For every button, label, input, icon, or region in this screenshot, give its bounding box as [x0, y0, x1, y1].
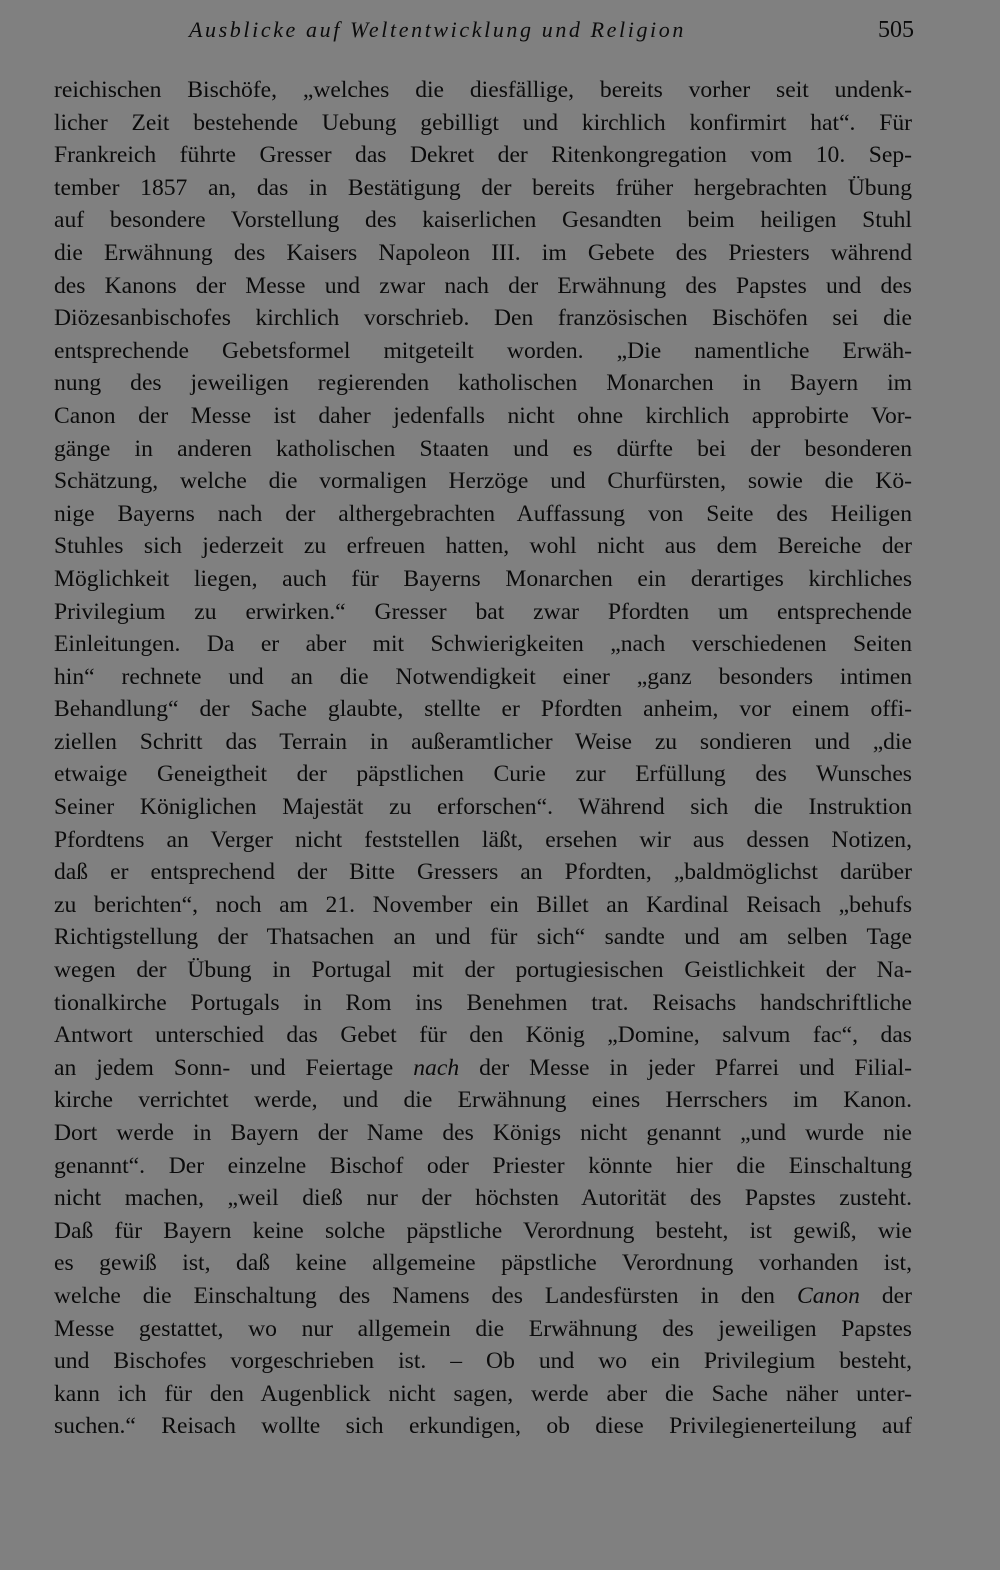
page-number: 505	[878, 17, 914, 43]
text-line: licher Zeit bestehende Uebung gebilligt und kirchlich konfirmirt hat“. Für	[54, 109, 912, 136]
text-line	[54, 1052, 912, 1085]
text-line: Schätzung, welche die vormaligen Herzöge und Churfürsten, sowie die Kö-	[54, 468, 912, 495]
text-line: Seiner Königlichen Majestät zu erforschen“. Während sich die Instruktion	[54, 794, 912, 821]
text-line: Möglichkeit liegen, auch für Bayerns Monarchen ein derartiges kirchliches	[54, 565, 912, 592]
italic-text-run: Canon	[796, 1282, 860, 1309]
text-line: Richtigstellung der Thatsachen an und für sich“ sandte und am selben Tage	[54, 924, 912, 951]
text-line: Privilegium zu erwirken.“ Gresser bat zwar Pfordten um entsprechende	[54, 598, 912, 625]
text-line: es gewiß ist, daß keine allgemeine päpstliche Verordnung vorhanden ist,	[54, 1250, 912, 1277]
text-line: reichischen Bischöfe, „welches die diesfällige, bereits vorher seit undenk-	[54, 77, 912, 103]
text-line: Diözesanbischofes kirchlich vorschrieb. Den französischen Bischöfen sei die	[54, 305, 912, 332]
text-run: der	[859, 1282, 912, 1309]
text-line: nige Bayerns nach der althergebrachten Auffassung von Seite des Heiligen	[54, 500, 912, 527]
text-run: an jedem Sonn- und Feiertage	[54, 1054, 414, 1081]
text-line: Dort werde in Bayern der Name des Königs nicht genannt „und wurde nie	[54, 1120, 912, 1146]
text-line: suchen.“ Reisach wollte sich erkundigen, ob diese Privilegienerteilung auf	[54, 1413, 912, 1440]
text-line: Antwort unterschied das Gebet für den König „Domine, salvum fac“, das	[54, 1022, 912, 1049]
text-line: wegen der Übung in Portugal mit der portugiesischen Geistlichkeit der Na-	[54, 957, 912, 984]
text-run: welche die Einschaltung des Namens des Landesfürsten in den	[54, 1282, 797, 1309]
text-line: daß er entsprechend der Bitte Gressers an Pfordten, „baldmöglichst darüber	[54, 859, 912, 886]
text-line: Pfordtens an Verger nicht feststellen läßt, ersehen wir aus dessen Notizen,	[54, 826, 912, 853]
text-line: kirche verrichtet werde, und die Erwähnung eines Herrschers im Kanon.	[54, 1087, 912, 1114]
text-line: zu berichten“, noch am 21. November ein Billet an Kardinal Reisach „behufs	[54, 891, 912, 918]
text-line: Daß für Bayern keine solche päpstliche Verordnung besteht, ist gewiß, wie	[54, 1217, 912, 1244]
text-line: tionalkirche Portugals in Rom ins Benehmen trat. Reisachs handschriftliche	[54, 989, 912, 1016]
text-run: der Messe in jeder Pfarrei und Filial-	[459, 1054, 912, 1081]
text-line: Frankreich führte Gresser das Dekret der Ritenkongregation vom 10. Sep-	[54, 142, 912, 169]
text-line: die Erwähnung des Kaisers Napoleon III. im Gebete des Priesters während	[54, 239, 912, 266]
text-line: Einleitungen. Da er aber mit Schwierigkeiten „nach verschiedenen Seiten	[54, 631, 912, 658]
text-line: Canon der Messe ist daher jedenfalls nicht ohne kirchlich approbirte Vor-	[54, 402, 912, 429]
text-line: genannt“. Der einzelne Bischof oder Priester könnte hier die Einschaltung	[54, 1152, 912, 1179]
text-line: Stuhles sich jederzeit zu erfreuen hatten, wohl nicht aus dem Bereiche der	[54, 533, 912, 560]
text-line: kann ich für den Augenblick nicht sagen, werde aber die Sache näher unter-	[54, 1380, 912, 1407]
body-text	[54, 74, 912, 1443]
text-line: gänge in anderen katholischen Staaten und es dürfte bei der besonderen	[54, 435, 912, 462]
text-line: Messe gestattet, wo nur allgemein die Erwähnung des jeweiligen Papstes	[54, 1315, 912, 1342]
running-title: Ausblicke auf Weltentwicklung und Religion	[189, 17, 686, 42]
text-line: hin“ rechnete und an die Notwendigkeit einer „ganz besonders intimen	[54, 663, 912, 690]
text-line: Behandlung“ der Sache glaubte, stellte er Pfordten anheim, vor einem offi-	[54, 696, 912, 723]
text-line: entsprechende Gebetsformel mitgeteilt worden. „Die namentliche Erwäh-	[54, 337, 912, 364]
page-header	[54, 14, 914, 50]
text-line: und Bischofes vorgeschrieben ist. – Ob und wo ein Privilegium besteht,	[54, 1348, 912, 1375]
text-line: nicht machen, „weil dieß nur der höchsten Autorität des Papstes zusteht.	[54, 1185, 912, 1212]
text-line: etwaige Geneigtheit der päpstlichen Curie zur Erfüllung des Wunsches	[54, 761, 912, 788]
text-line: nung des jeweiligen regierenden katholischen Monarchen in Bayern im	[54, 370, 912, 397]
text-line: ziellen Schritt das Terrain in außeramtlicher Weise zu sondieren und „die	[54, 728, 912, 755]
italic-text-run: nach	[413, 1054, 460, 1081]
text-line: tember 1857 an, das in Bestätigung der bereits früher hergebrachten Übung	[54, 174, 912, 201]
text-line	[54, 1280, 912, 1313]
text-line: des Kanons der Messe und zwar nach der Erwähnung des Papstes und des	[54, 272, 912, 299]
text-line: auf besondere Vorstellung des kaiserlichen Gesandten beim heiligen Stuhl	[54, 207, 912, 234]
